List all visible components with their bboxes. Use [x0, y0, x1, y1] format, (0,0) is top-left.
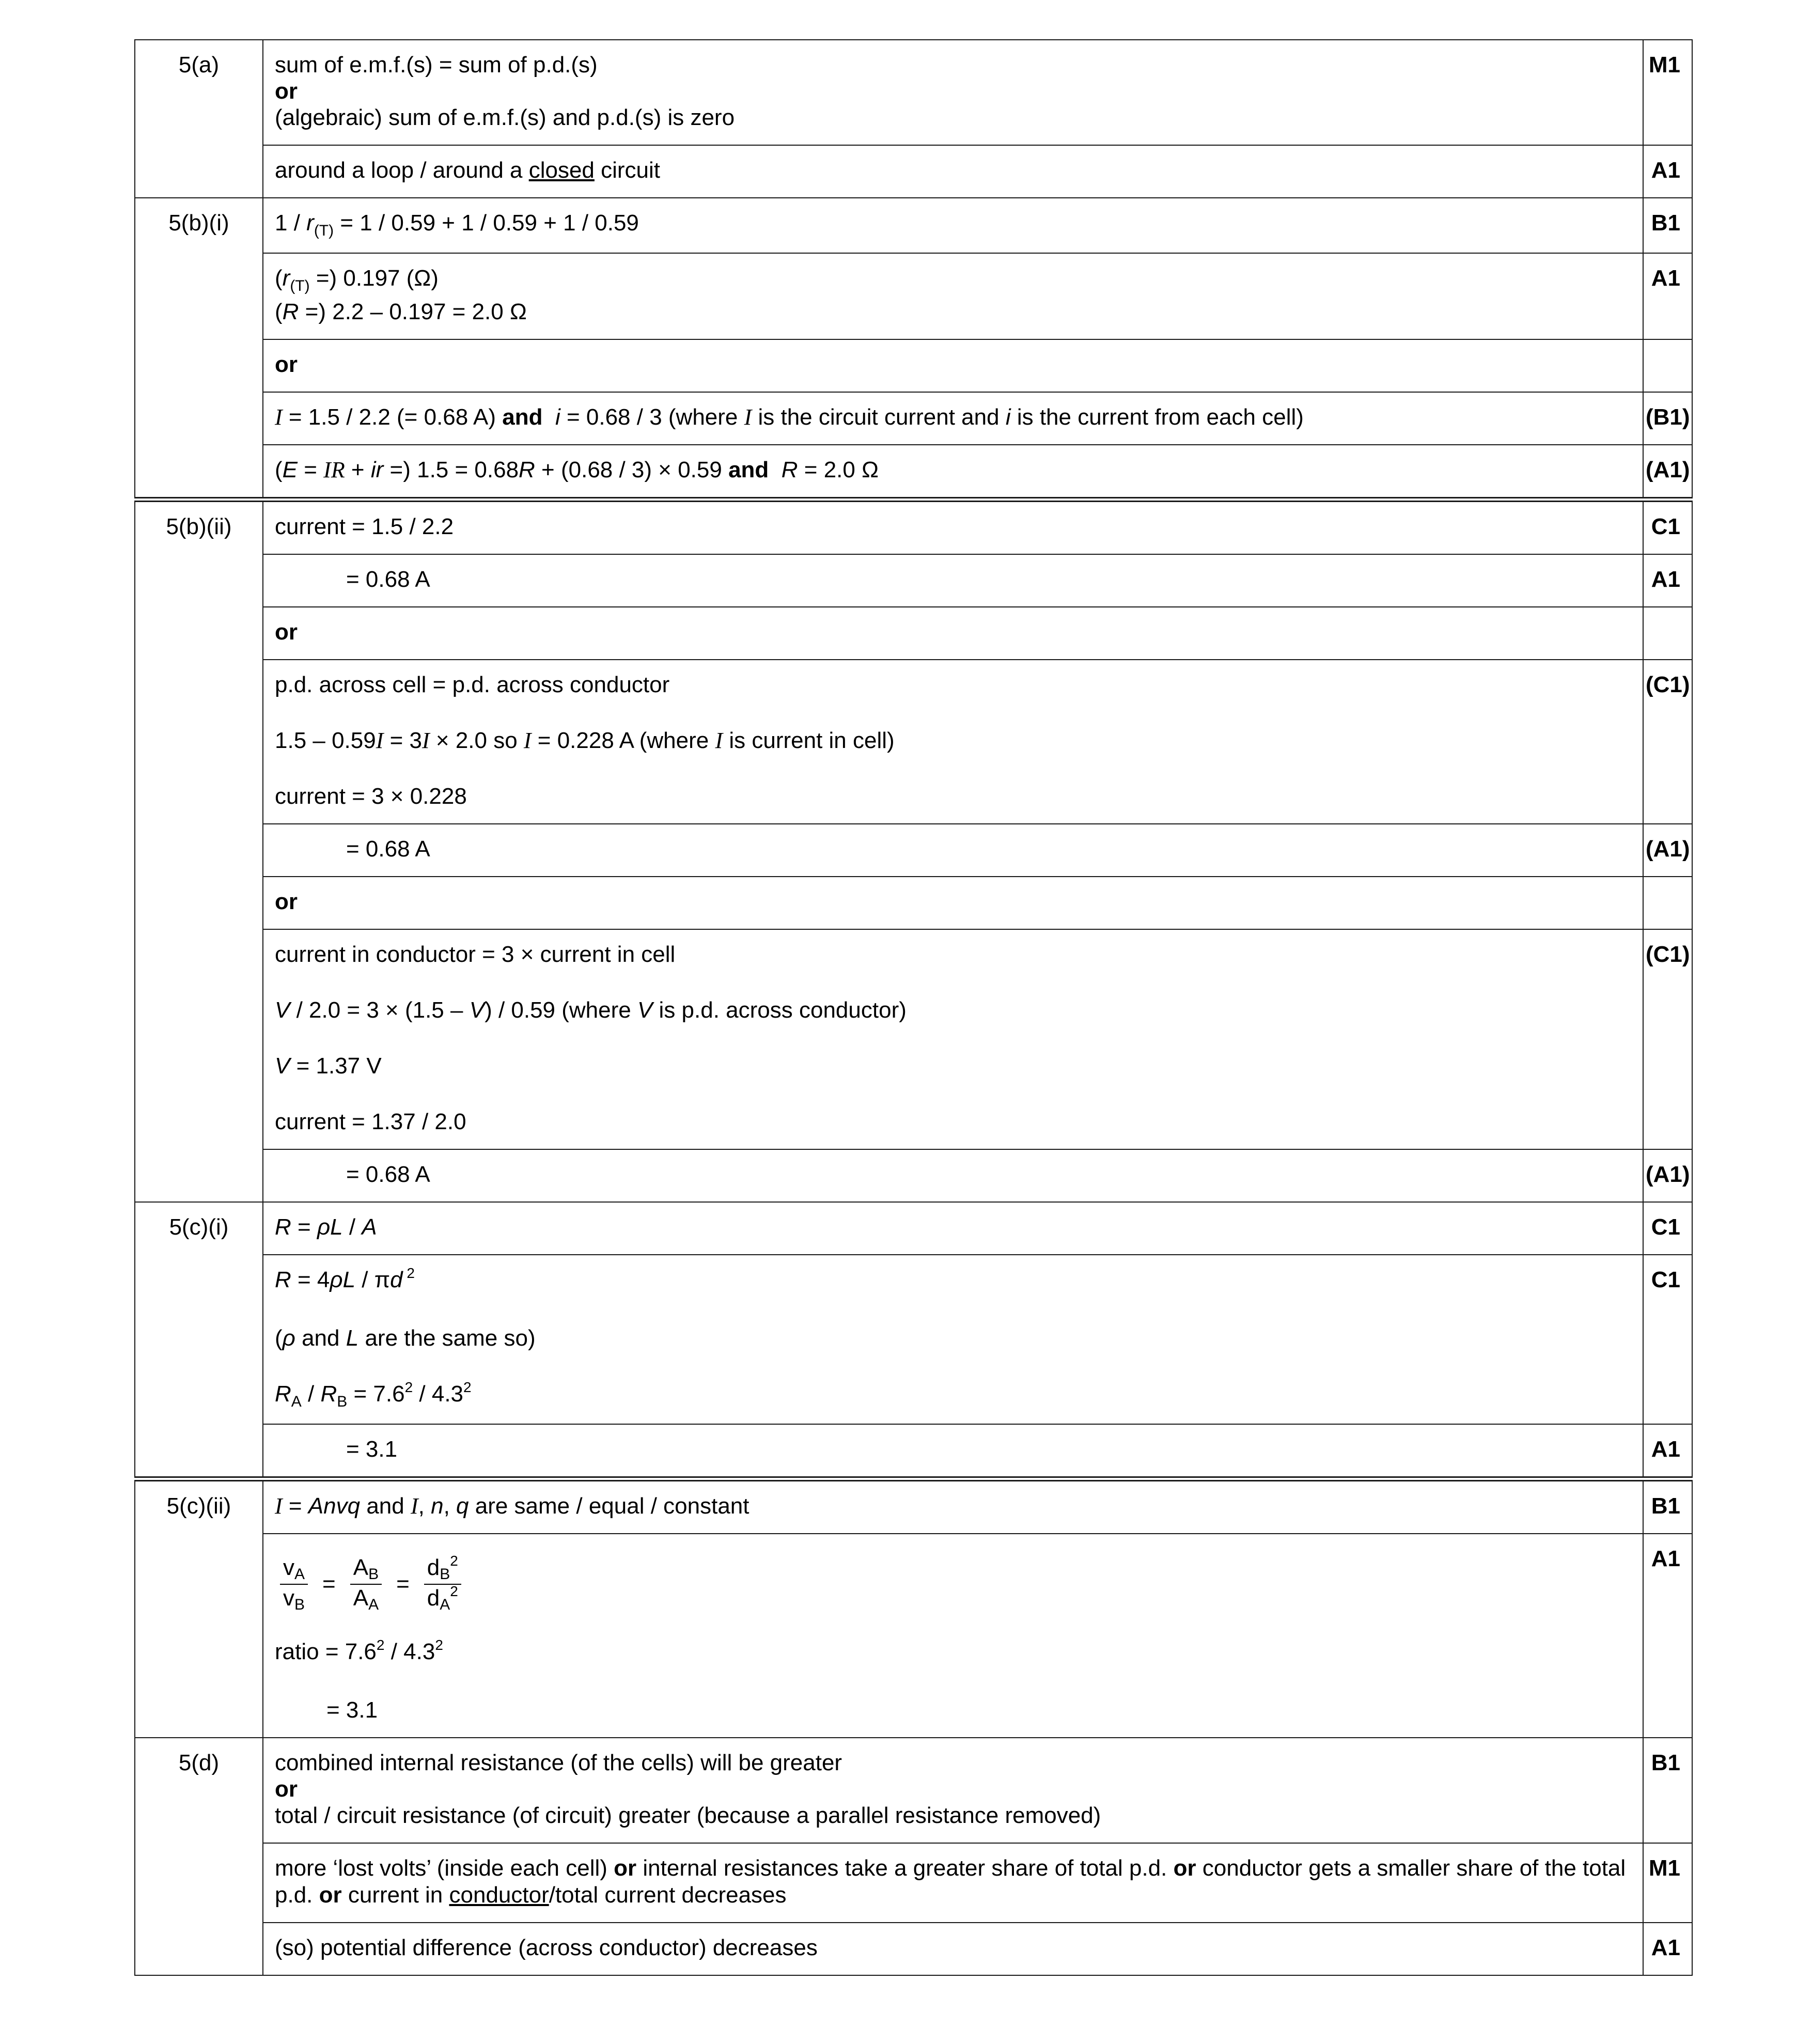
- subscript: B: [368, 1566, 379, 1583]
- or-label: or: [319, 1882, 342, 1908]
- table-row: [135, 1738, 1692, 1843]
- answer-cell: = 0.68 A: [263, 824, 1643, 877]
- question-label: 5(b)(ii): [135, 500, 263, 1202]
- answer-line: current in conductor = 3 × current in cell: [275, 942, 676, 967]
- answer-line: [275, 299, 1630, 325]
- question-label: 5(c)(i): [135, 1202, 263, 1479]
- mark-cell: (B1): [1643, 392, 1692, 445]
- answer-text: = 0.68 / 3 (where: [560, 404, 744, 430]
- table-row: [135, 339, 1692, 392]
- answer-cell: [263, 40, 1643, 145]
- question-label: 5(d): [135, 1738, 263, 1975]
- or-label: or: [263, 339, 1643, 392]
- answer-line: (algebraic) sum of e.m.f.(s) and p.d.(s) is zero: [275, 105, 735, 130]
- symbol: I: [376, 728, 384, 753]
- table-row: [135, 1843, 1692, 1923]
- answer-text: 1 /: [275, 210, 307, 236]
- answer-cell: [263, 1255, 1643, 1424]
- answer-text: =: [298, 457, 324, 482]
- answer-text: ) / 0.59 (where: [485, 997, 637, 1023]
- numerator: [280, 1555, 308, 1585]
- answer-cell: = 3.1: [263, 1424, 1643, 1479]
- answer-text: are the same so): [358, 1325, 536, 1351]
- symbol: V: [637, 997, 653, 1023]
- or-label: or: [1173, 1855, 1196, 1881]
- answer-cell: (so) potential difference (across conductor) decreases: [263, 1923, 1643, 1975]
- table-row: [135, 253, 1692, 339]
- mark-scheme: [134, 39, 1692, 1976]
- table-row: [135, 824, 1692, 877]
- subscript: A: [291, 1393, 302, 1410]
- answer-line: total / circuit resistance (of circuit) greater (because a parallel resistance removed): [275, 1803, 1101, 1828]
- symbol: A: [362, 1214, 377, 1240]
- answer-text: conductor gets a smaller share of the total p.d.: [275, 1855, 1626, 1908]
- equals-sign: =: [322, 1571, 336, 1597]
- answer-text: =: [291, 1214, 317, 1240]
- denominator: [424, 1585, 461, 1613]
- subscript: B: [294, 1596, 305, 1613]
- symbol: q: [456, 1493, 469, 1519]
- mark-cell: C1: [1643, 1202, 1692, 1255]
- subscript: A: [294, 1566, 305, 1583]
- numerator: [350, 1555, 382, 1585]
- mark-cell: A1: [1643, 1424, 1692, 1479]
- table-row: [135, 145, 1692, 198]
- symbol: R: [781, 457, 798, 482]
- mark-cell: (C1): [1643, 660, 1692, 824]
- table-row: [135, 1424, 1692, 1479]
- table-row: [135, 40, 1692, 145]
- answer-text: × 2.0 so: [429, 728, 524, 753]
- table-row: [135, 1255, 1692, 1424]
- answer-cell: [263, 145, 1643, 198]
- symbol: R: [275, 1267, 291, 1292]
- answer-text: (: [275, 457, 283, 482]
- answer-text: is p.d. across conductor): [652, 997, 907, 1023]
- symbol: L: [346, 1325, 359, 1351]
- symbol: ρL: [330, 1267, 356, 1292]
- answer-cell: [263, 1843, 1643, 1923]
- mark-scheme-table: [134, 39, 1693, 1976]
- answer-text: and: [295, 1325, 346, 1351]
- symbol: V: [275, 997, 290, 1023]
- mark-cell: M1: [1643, 40, 1692, 145]
- answer-line: sum of e.m.f.(s) = sum of p.d.(s): [275, 52, 598, 77]
- symbol: I: [422, 728, 430, 753]
- answer-text: ,: [418, 1493, 431, 1519]
- symbol: IR: [323, 457, 345, 482]
- table-row: [135, 1202, 1692, 1255]
- answer-cell: = 0.68 A: [263, 1149, 1643, 1202]
- symbol: R: [282, 299, 299, 324]
- table-row: [135, 445, 1692, 500]
- symbol: V: [469, 997, 485, 1023]
- mark-cell: A1: [1643, 145, 1692, 198]
- mark-cell: (A1): [1643, 445, 1692, 500]
- table-row: [135, 198, 1692, 253]
- mark-cell: [1643, 877, 1692, 929]
- symbol: Anvq: [308, 1493, 361, 1519]
- symbol: n: [431, 1493, 444, 1519]
- symbol: R: [275, 1381, 291, 1407]
- mark-cell: B1: [1643, 198, 1692, 253]
- answer-text: around a loop / around a: [275, 158, 529, 183]
- answer-line: [275, 1639, 1630, 1668]
- answer-text: =) 1.5 = 0.68: [383, 457, 519, 482]
- mark-cell: A1: [1643, 1923, 1692, 1975]
- mark-cell: M1: [1643, 1843, 1692, 1923]
- table-row: [135, 929, 1692, 1149]
- superscript: 2: [402, 1265, 415, 1281]
- answer-line: [275, 1325, 1630, 1352]
- answer-text: /total current decreases: [549, 1882, 787, 1908]
- mark-cell: B1: [1643, 1479, 1692, 1534]
- denominator: [350, 1585, 382, 1613]
- answer-cell: [263, 445, 1643, 500]
- answer-text: +: [345, 457, 371, 482]
- table-row: [135, 554, 1692, 607]
- answer-cell: [263, 1738, 1643, 1843]
- answer-cell: [263, 1534, 1643, 1738]
- symbol: r: [306, 210, 314, 236]
- superscript: 2: [376, 1637, 385, 1653]
- answer-text: (: [275, 299, 283, 324]
- symbol: I: [715, 728, 723, 753]
- answer-text: and: [360, 1493, 411, 1519]
- answer-text: /: [301, 1381, 321, 1407]
- answer-text: =: [282, 1493, 308, 1519]
- subscript: B: [337, 1393, 348, 1410]
- answer-line: p.d. across cell = p.d. across conductor: [275, 672, 670, 697]
- superscript: 2: [450, 1583, 458, 1599]
- or-label: or: [614, 1855, 637, 1881]
- fraction: [280, 1555, 308, 1613]
- superscript: 2: [450, 1553, 458, 1569]
- question-label: 5(a): [135, 40, 263, 198]
- table-row: [135, 660, 1692, 824]
- table-row: [135, 1534, 1692, 1738]
- symbol: ρL: [317, 1214, 343, 1240]
- answer-line: [275, 997, 1630, 1024]
- answer-cell: [263, 253, 1643, 339]
- symbol: v: [283, 1555, 294, 1580]
- symbol: r: [282, 266, 290, 291]
- subscript: B: [440, 1566, 450, 1583]
- answer-text: /: [342, 1214, 362, 1240]
- answer-text: / 4.3: [413, 1381, 464, 1407]
- or-label: or: [275, 1776, 298, 1802]
- mark-cell: A1: [1643, 1534, 1692, 1738]
- answer-text: is the current from each cell): [1010, 404, 1304, 430]
- answer-line: = 3.1: [326, 1697, 378, 1723]
- mark-cell: B1: [1643, 1738, 1692, 1843]
- underlined-term: conductor: [449, 1882, 549, 1908]
- answer-text: = 1 / 0.59 + 1 / 0.59 + 1 / 0.59: [334, 210, 639, 236]
- question-label: 5(b)(i): [135, 198, 263, 500]
- subscript: (T): [290, 277, 310, 294]
- answer-text: = 4: [291, 1267, 330, 1292]
- equals-sign: =: [396, 1571, 410, 1597]
- answer-text: = 3: [383, 728, 423, 753]
- answer-cell: = 0.68 A: [263, 554, 1643, 607]
- table-row: [135, 1923, 1692, 1975]
- answer-line: [275, 1053, 1630, 1080]
- answer-text: = 2.0 Ω: [798, 457, 879, 482]
- table-row: [135, 392, 1692, 445]
- or-label: or: [263, 877, 1643, 929]
- answer-text: more ‘lost volts’ (inside each cell): [275, 1855, 614, 1881]
- answer-text: =) 0.197 (Ω): [309, 266, 439, 291]
- mark-cell: [1643, 607, 1692, 660]
- subscript: A: [440, 1596, 450, 1613]
- symbol: E: [282, 457, 298, 482]
- superscript: 2: [435, 1637, 443, 1653]
- answer-text: = 1.37 V: [290, 1053, 382, 1079]
- table-row: [135, 607, 1692, 660]
- or-label: or: [275, 79, 298, 104]
- answer-cell: [263, 392, 1643, 445]
- symbol: R: [519, 457, 535, 482]
- answer-cell: [263, 660, 1643, 824]
- ratio-equation: [275, 1546, 1630, 1623]
- symbol: i: [555, 404, 560, 430]
- symbol: ir: [370, 457, 384, 482]
- table-row: [135, 500, 1692, 554]
- superscript: 2: [463, 1379, 472, 1395]
- answer-text: ,: [443, 1493, 457, 1519]
- answer-text: / 4.3: [384, 1639, 435, 1664]
- mark-cell: (C1): [1643, 929, 1692, 1149]
- denominator: [280, 1585, 308, 1613]
- and-label: and: [502, 404, 543, 430]
- answer-line: [275, 1381, 1630, 1410]
- answer-text: =) 2.2 – 0.197 = 2.0 Ω: [299, 299, 527, 324]
- answer-text: current in: [341, 1882, 449, 1908]
- answer-text: is current in cell): [723, 728, 895, 753]
- answer-line: current = 1.37 / 2.0: [275, 1109, 466, 1134]
- answer-text: / 2.0 = 3 × (1.5 –: [290, 997, 470, 1023]
- symbol: V: [275, 1053, 290, 1079]
- symbol: I: [744, 404, 752, 430]
- answer-text: ratio = 7.6: [275, 1639, 377, 1664]
- answer-cell: [263, 1479, 1643, 1534]
- mark-cell: [1643, 339, 1692, 392]
- answer-line: [275, 265, 1630, 294]
- symbol: R: [320, 1381, 337, 1407]
- question-label: 5(c)(ii): [135, 1479, 263, 1738]
- symbol: v: [283, 1585, 294, 1611]
- answer-cell: [263, 198, 1643, 253]
- mark-cell: A1: [1643, 253, 1692, 339]
- answer-cell: [263, 929, 1643, 1149]
- symbol: I: [410, 1493, 418, 1519]
- answer-text: + (0.68 / 3) × 0.59: [535, 457, 729, 482]
- superscript: 2: [404, 1379, 413, 1395]
- answer-text: internal resistances take a greater share of total p.d.: [636, 1855, 1174, 1881]
- answer-cell: current = 1.5 / 2.2: [263, 500, 1643, 554]
- answer-text: 1.5 – 0.59: [275, 728, 376, 753]
- answer-text: = 0.228 A (where: [531, 728, 715, 753]
- answer-line: [275, 1267, 1630, 1296]
- subscript: A: [368, 1596, 379, 1613]
- answer-line: [275, 727, 1630, 754]
- table-row: [135, 1479, 1692, 1534]
- symbol: A: [353, 1585, 369, 1611]
- mark-cell: C1: [1643, 500, 1692, 554]
- symbol: d: [427, 1555, 440, 1580]
- answer-text: (: [275, 1325, 283, 1351]
- answer-text: = 7.6: [347, 1381, 405, 1407]
- symbol: I: [523, 728, 532, 753]
- symbol: I: [275, 1493, 283, 1519]
- mark-cell: C1: [1643, 1255, 1692, 1424]
- subscript: (T): [314, 222, 334, 239]
- mark-cell: (A1): [1643, 824, 1692, 877]
- answer-text: / π: [355, 1267, 390, 1292]
- symbol: i: [1005, 404, 1011, 430]
- and-label: and: [728, 457, 769, 482]
- answer-text: = 1.5 / 2.2 (= 0.68 A): [282, 404, 503, 430]
- answer-text: are same / equal / constant: [468, 1493, 749, 1519]
- mark-cell: (A1): [1643, 1149, 1692, 1202]
- underlined-term: closed: [528, 158, 595, 183]
- fraction: [424, 1555, 461, 1613]
- table-row: [135, 877, 1692, 929]
- fraction: [350, 1555, 382, 1613]
- answer-cell: [263, 1202, 1643, 1255]
- answer-text: (: [275, 266, 283, 291]
- symbol: ρ: [282, 1325, 295, 1351]
- table-row: [135, 1149, 1692, 1202]
- answer-text: is the circuit current and: [752, 404, 1006, 430]
- mark-cell: A1: [1643, 554, 1692, 607]
- answer-line: current = 3 × 0.228: [275, 784, 467, 809]
- symbol: R: [275, 1214, 291, 1240]
- symbol: d: [390, 1267, 403, 1292]
- symbol: A: [353, 1555, 369, 1580]
- answer-text: circuit: [594, 158, 661, 183]
- numerator: [424, 1555, 461, 1585]
- answer-line: combined internal resistance (of the cells) will be greater: [275, 1750, 842, 1775]
- symbol: d: [427, 1585, 440, 1611]
- symbol: I: [275, 404, 283, 430]
- or-label: or: [263, 607, 1643, 660]
